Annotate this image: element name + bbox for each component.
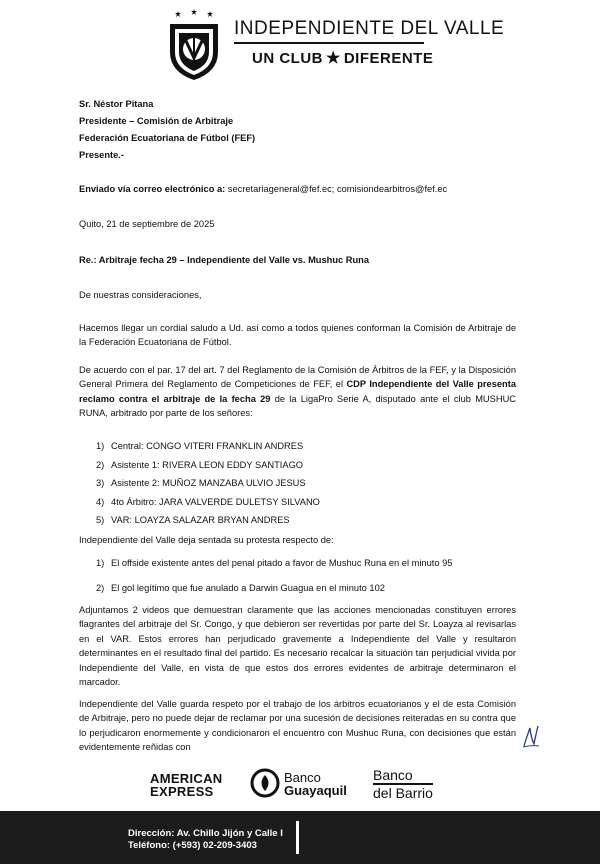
paragraph-2-bold: CDP Independiente del Valle presenta reclamo contra el arbitraje de la fecha 29 [79, 379, 516, 404]
banco-guayaquil-icon [250, 768, 280, 798]
list-item [79, 439, 516, 458]
recipient-org: Federación Ecuatoriana de Fútbol (FEF) [79, 133, 256, 143]
bg-line2: Guayaquil [284, 783, 347, 798]
list-text: 4to Árbitro: JARA VALVERDE DULETSY SILVANO [111, 496, 320, 507]
list-text: Asistente 1: RIVERA LEON EDDY SANTIAGO [111, 459, 304, 470]
paragraph-2-part1: De acuerdo con el par. 17 del art. 7 del Reglamento de la Comisión de Árbitros de la FEF, y la Disposición General Primera del Reglamento de Competiciones de FEF, el [79, 365, 516, 390]
sent-emails: secretariageneral@fef.ec; comisiondearbitros@fef.ec [225, 184, 448, 194]
paragraph-3: Independiente del Valle deja sentada su protesta respecto de: [79, 535, 334, 545]
tagline-right: DIFERENTE [343, 50, 434, 67]
paragraph-5: Independiente del Valle guarda respeto por el trabajo de los árbitros ecuatorianos y el de esta Comisión de Arbitraje, pero no puede dejar de reclamar por una sucesión de decisiones reiteradas en su contra que lo perjudicaron enormemente y condicionaron el encuentro con Mushuc Runa, con decisiones que están evidentemente reñidas con [79, 699, 516, 753]
recipient-block [79, 96, 516, 164]
footer-phone: Teléfono: (+593) 02-209-3403 [128, 840, 257, 851]
paragraph-2 [79, 363, 516, 421]
recipient-name: Sr. Néstor Pitana [79, 99, 154, 109]
list-text: VAR: LOAYZA SALAZAR BRYAN ANDRES [111, 515, 290, 526]
list-text: Central: CONGO VITERI FRANKLIN ANDRES [111, 441, 304, 451]
list-number: 2) [96, 583, 105, 593]
list-number: 3) [96, 478, 105, 489]
star-icon: ★ [326, 50, 341, 67]
letter-greeting: De nuestras consideraciones, [79, 290, 202, 300]
list-number: 1) [96, 558, 105, 568]
bg-line1: Banco [284, 770, 321, 785]
list-item [79, 556, 516, 581]
list-number: 5) [96, 515, 105, 526]
recipient-title: Presidente – Comisión de Arbitraje [79, 116, 234, 126]
referee-list [79, 439, 516, 532]
sent-label: Enviado vía correo electrónico a: [79, 184, 226, 194]
paragraph-1: Hacemos llegar un cordial saludo a Ud. así como a todos quienes conforman la Comisión de Arbitraje de la Federación Ecuatoriana de Fútbol. [79, 323, 516, 348]
list-item [79, 476, 516, 495]
list-number: 1) [96, 441, 105, 451]
tagline-left: UN CLUB [252, 50, 323, 67]
footer [0, 811, 600, 864]
club-tagline [252, 48, 433, 68]
club-name: INDEPENDIENTE DEL VALLE [234, 18, 505, 39]
letter-subject: Re.: Arbitraje fecha 29 – Independiente del Valle vs. Mushuc Runa [79, 255, 370, 265]
amex-logo [150, 772, 222, 798]
banco-del-barrio-logo [373, 768, 433, 801]
letterhead [0, 4, 600, 84]
list-item [79, 513, 516, 532]
bb-line2: del Barrio [373, 785, 433, 801]
sponsor-bar [0, 764, 600, 804]
bb-line1: Banco [373, 767, 413, 783]
amex-line2: EXPRESS [150, 784, 214, 799]
club-name-underline [234, 42, 424, 44]
list-text: El offside existente antes del penal pitado a favor de Mushuc Runa en el minuto 95 [111, 558, 453, 568]
protest-list [79, 556, 516, 606]
footer-divider [296, 821, 299, 854]
club-crest-icon [166, 8, 222, 82]
list-number: 2) [96, 459, 105, 470]
banco-guayaquil-logo [284, 771, 347, 797]
footer-address: Dirección: Av. Chillo Jijón y Calle I [128, 828, 283, 839]
recipient-present: Presente.- [79, 150, 124, 160]
signature-initial-icon [521, 722, 541, 750]
list-number: 4) [96, 496, 105, 507]
paragraph-2-part2: de la LigaPro Serie A, disputado ante el club MUSHUC RUNA, arbitrado por parte de los señores: [79, 393, 516, 419]
list-text: Asistente 2: MUÑOZ MANZABA ULVIO JESUS [111, 478, 306, 489]
amex-line1: AMERICAN [150, 771, 223, 786]
list-text: El gol legítimo que fue anulado a Darwin Guagua en el minuto 102 [111, 583, 385, 593]
list-item [79, 495, 516, 514]
list-item [79, 458, 516, 477]
sent-line [79, 182, 516, 196]
paragraph-4: Adjuntamos 2 videos que demuestran claramente que las acciones mencionadas constituyen errores flagrantes del arbitraje del Sr. Congo, y que debieron ser revertidas por parte del Sr. Loayza al revisarlas en el VAR. Estos errores han perjudicado gravemente a Independiente del Valle y resultaron determinantes en el resultado final del partido. Es necesario recalcar la situación tan perjudicial vivida por Independiente del Valle, en vista de que estos dos errores evidentes de arbitraje determinaron el marcador. [79, 605, 516, 688]
letter-date: Quito, 21 de septiembre de 2025 [79, 219, 215, 229]
footer-contact [128, 828, 283, 852]
